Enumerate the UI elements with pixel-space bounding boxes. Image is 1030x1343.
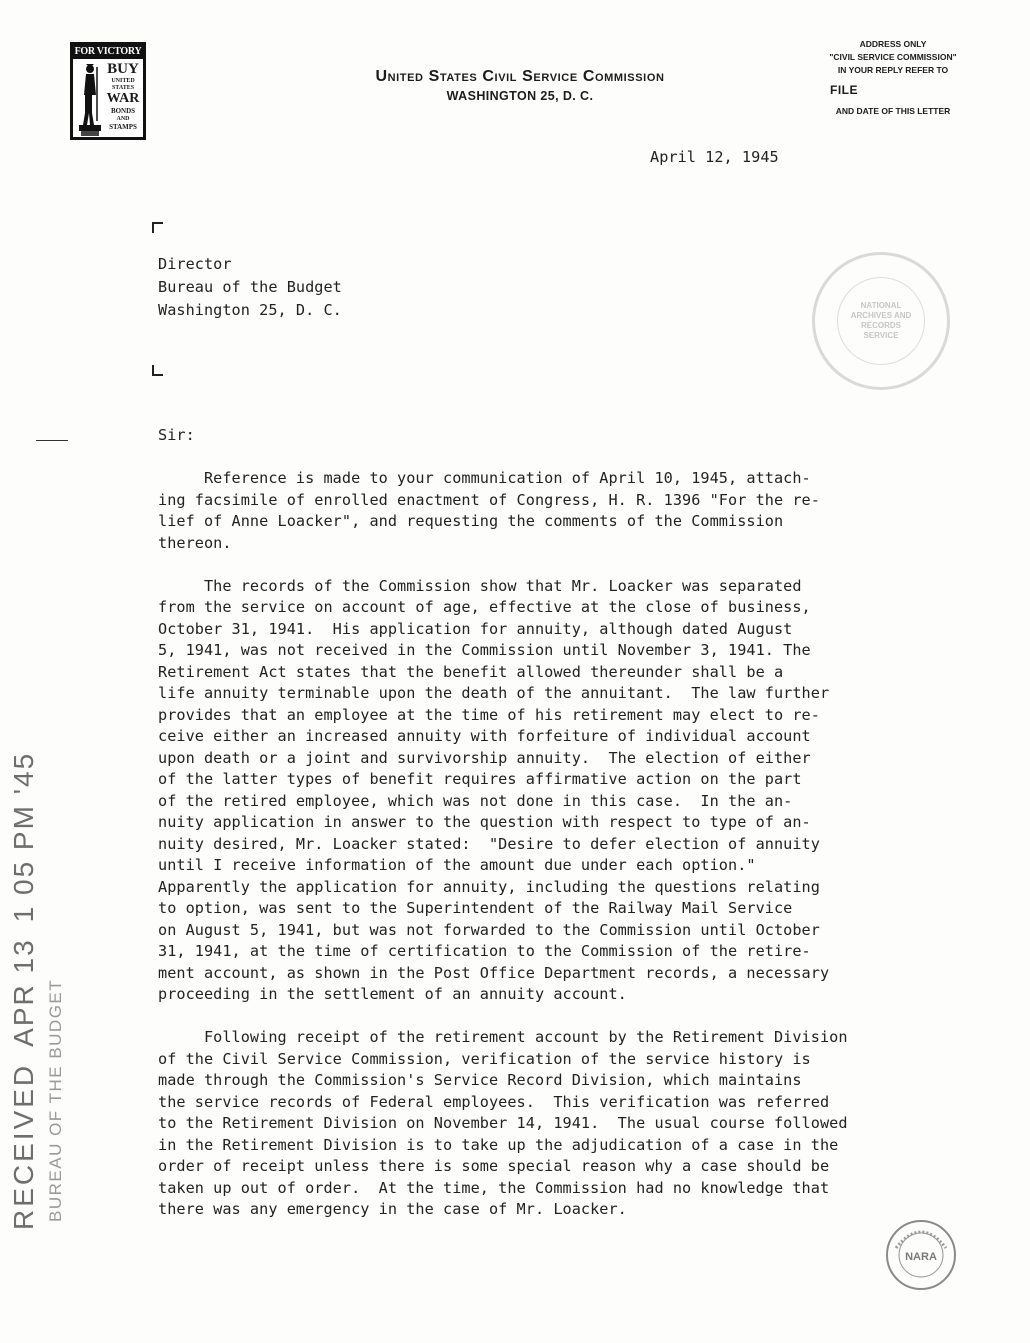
reply-line-4: AND DATE OF THIS LETTER [835,106,951,116]
body-line: Following receipt of the retirement account by the Retirement Division [158,1028,848,1046]
body-line: The records of the Commission show that Mr. Loacker was separated [158,576,802,595]
address-bracket-bottom [152,365,163,376]
body-line: lief of Anne Loacker", and requesting the comments of the Commission [158,512,784,530]
library-seal-line-4: SERVICE [863,331,899,340]
margin-mark [36,440,68,441]
body-line: 31, 1941, at the time of certification to the Commission of the retire- [158,942,811,960]
reply-instructions [818,38,968,118]
reply-line-1: ADDRESS ONLY [859,39,927,49]
badge-and: AND [116,116,130,122]
address-line-2: Bureau of the Budget [158,278,342,296]
agency-name: United States Civil Service Commission [375,68,665,85]
body-paragraph [158,468,958,554]
body-line: in the Retirement Division is to take up the adjudication of a case in the [158,1135,839,1154]
badge-stamps: STAMPS [109,123,137,131]
body-line: of the latter types of benefit requires affirmative action on the part [158,770,802,788]
body-line: thereon. [158,533,232,552]
body-line: to option, was sent to the Superintendent of the Railway Mail Service [158,899,793,917]
body-line: nuity application in answer to the question with respect to type of an- [158,813,811,831]
badge-bonds: BONDS [110,107,136,115]
body-line: 5, 1941, was not received in the Commission until November 3, 1941. The [158,641,811,659]
received-word: RECEIVED [8,1062,39,1230]
body-line: Retirement Act states that the benefit allowed thereunder shall be a [158,662,784,681]
body-paragraph [158,576,958,1006]
inside-address [158,253,342,322]
body-line: ing facsimile of enrolled enactment of Congress, H. R. 1396 "For the re- [158,490,820,509]
received-date: APR 13 [8,938,39,1047]
library-seal-text [815,301,947,341]
reply-line-2: "CIVIL SERVICE COMMISSION" [829,52,957,62]
address-bracket-top [152,222,163,233]
body-line: October 31, 1941. His application for annuity, although dated August [158,619,793,638]
reply-file-label: FILE [830,83,858,97]
body-line: nuity desired, Mr. Loacker stated: "Desire to defer election of annuity [158,834,820,853]
war-bonds-badge [70,42,146,140]
body-line: life annuity terminable upon the death of the annuitant. The law further [158,684,830,702]
body-line: Reference is made to your communication of April 10, 1945, attach- [158,469,811,487]
library-seal-line-1: NATIONAL [860,301,902,310]
body-line: Apparently the application for annuity, including the questions relating [158,877,820,896]
body-line: order of receipt unless there is some special reason why a case should be [158,1157,830,1175]
body-line: made through the Commission's Service Record Division, which maintains [158,1071,802,1089]
body-line: ceive either an increased annuity with forfeiture of individual account [158,727,811,745]
body-paragraph [158,1027,958,1221]
badge-top-text: FOR VICTORY [74,46,142,57]
library-seal-line-2: ARCHIVES AND [850,311,912,320]
body-line: from the service on account of age, effective at the close of business, [158,598,811,616]
body-line: until I receive information of the amount due under each option." [158,856,756,874]
body-line: of the Civil Service Commission, verification of the service history is [158,1049,811,1068]
body-line: on August 5, 1941, but was not forwarded to the Commission until October [158,920,820,939]
body-line: there was any emergency in the case of Mr. Loacker. [158,1200,627,1218]
nara-stamp [884,1218,958,1292]
body-line: taken up out of order. At the time, the Commission had no knowledge that [158,1178,830,1197]
badge-states: STATES [111,85,135,91]
received-stamp [8,752,66,1230]
library-seal-stamp [812,252,950,390]
minuteman-icon [77,61,103,137]
reply-line-3: IN YOUR REPLY REFER TO [837,65,949,75]
letter-body [158,468,958,1242]
body-line: to the Retirement Division on November 14, 1941. The usual course followed [158,1114,848,1132]
received-office: BUREAU OF THE BUDGET [46,978,65,1222]
agency-heading [300,68,740,103]
library-seal-line-3: RECORDS [860,321,901,330]
body-line: upon death or a joint and survivorship annuity. The election of either [158,748,811,767]
badge-war: WAR [106,91,140,106]
received-time: 1 05 PM '45 [8,751,39,923]
nara-label: NARA [905,1251,937,1263]
salutation: Sir: [158,426,195,444]
address-line-3: Washington 25, D. C. [158,301,342,319]
address-line-1: Director [158,255,232,273]
body-line: ment account, as shown in the Post Office Department records, a necessary [158,963,830,982]
body-line: the service records of Federal employees. This verification was referred [158,1092,830,1111]
agency-city: WASHINGTON 25, D. C. [446,89,594,103]
badge-buy: BUY [107,61,139,77]
body-line: provides that an employee at the time of his retirement may elect to re- [158,705,820,724]
letter-date: April 12, 1945 [650,148,779,166]
body-line: of the retired employee, which was not done in this case. In the an- [158,791,793,810]
received-stamp-main [8,752,40,1230]
badge-text [105,62,141,131]
badge-united: UNITED [111,78,135,84]
body-line: proceeding in the settlement of an annuity account. [158,985,627,1003]
